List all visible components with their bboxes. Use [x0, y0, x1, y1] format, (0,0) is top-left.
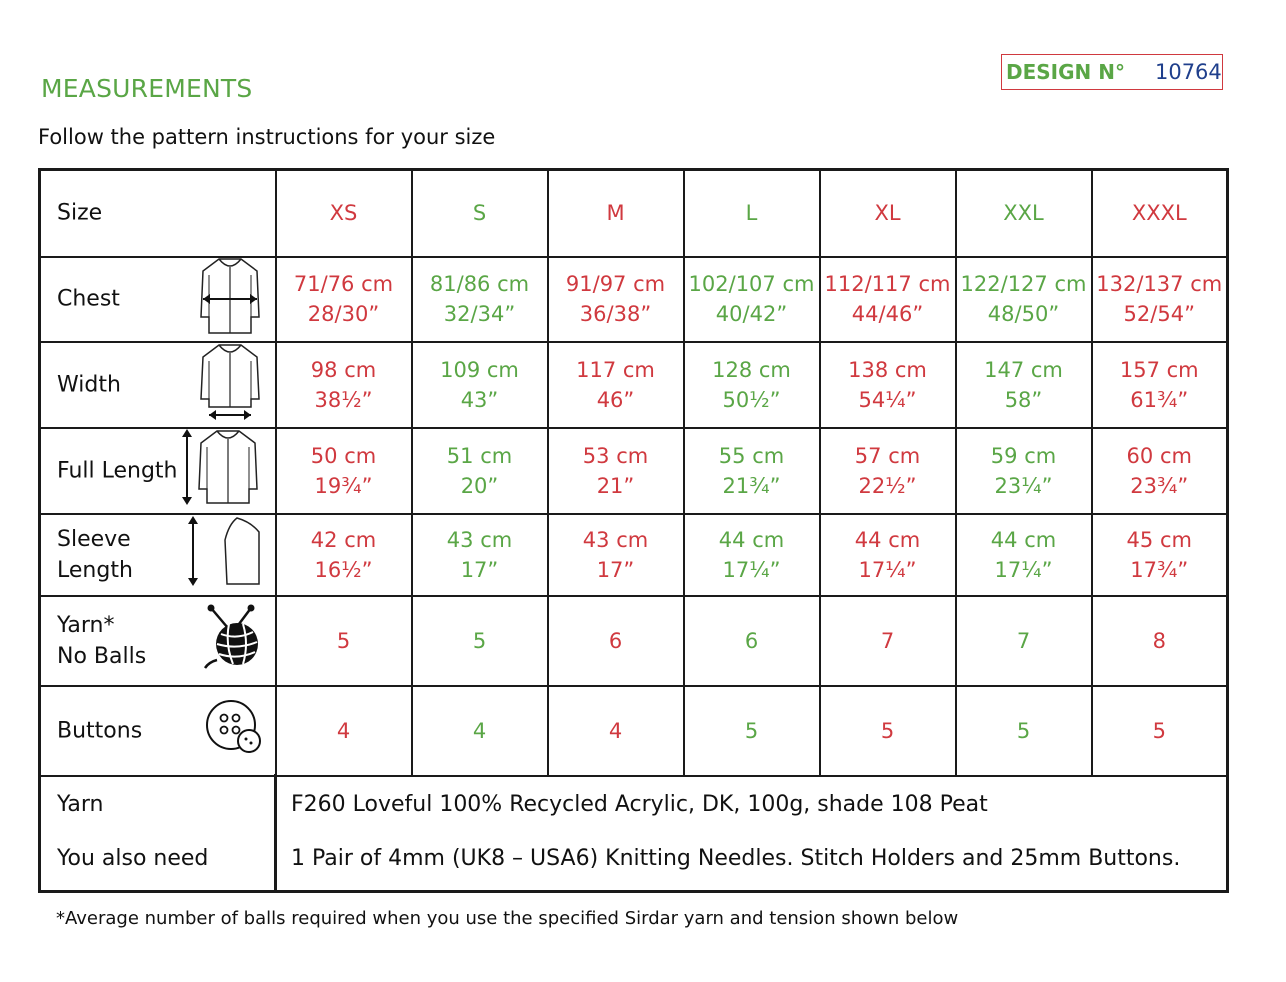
- width-row: [40, 342, 1228, 428]
- table-cell: 42 cm 16½”: [276, 514, 412, 596]
- table-cell: 43 cm 17”: [548, 514, 684, 596]
- table-cell: 147 cm 58”: [956, 342, 1092, 428]
- measurements-table: [38, 168, 1229, 777]
- size-label: Size: [57, 200, 103, 226]
- sleeve-length-row: [40, 514, 1228, 596]
- table-cell: 81/86 cm 32/34”: [412, 257, 548, 342]
- design-label: DESIGN N°: [1006, 60, 1125, 84]
- table-cell: 91/97 cm 36/38”: [548, 257, 684, 342]
- sleeve-length-icon: [179, 514, 265, 596]
- table-cell: 45 cm 17¾”: [1092, 514, 1228, 596]
- table-cell: 5: [820, 686, 956, 776]
- size-l: L: [684, 170, 820, 257]
- yarn-balls-label: Yarn* No Balls: [57, 612, 147, 669]
- size-label-cell: [40, 170, 276, 257]
- cardigan-length-icon: [179, 427, 265, 515]
- table-cell: 44 cm 17¼”: [684, 514, 820, 596]
- table-cell: 6: [684, 596, 820, 686]
- table-cell: 7: [956, 596, 1092, 686]
- footnote: *Average number of balls required when you use the specified Sirdar yarn and tension shown below: [56, 908, 959, 929]
- cardigan-width-icon: [195, 341, 265, 429]
- materials-values-cell: [276, 774, 1228, 892]
- table-cell: 44 cm 17¼”: [820, 514, 956, 596]
- also-need-label: You also need: [57, 846, 209, 871]
- materials-labels-cell: [40, 774, 276, 892]
- table-cell: 132/137 cm 52/54”: [1092, 257, 1228, 342]
- sleeve-length-label: Sleeve Length: [57, 526, 133, 583]
- table-cell: 5: [684, 686, 820, 776]
- materials-table: [38, 774, 1229, 893]
- table-cell: 138 cm 54¼”: [820, 342, 956, 428]
- table-cell: 157 cm 61¾”: [1092, 342, 1228, 428]
- yarn-balls-row: [40, 596, 1228, 686]
- size-xxxl: XXXL: [1092, 170, 1228, 257]
- table-cell: 109 cm 43”: [412, 342, 548, 428]
- subtitle: Follow the pattern instructions for your size: [38, 125, 496, 149]
- width-label-cell: [40, 342, 276, 428]
- design-number-box: [1001, 54, 1223, 90]
- table-cell: 43 cm 17”: [412, 514, 548, 596]
- table-cell: 5: [1092, 686, 1228, 776]
- table-cell: 4: [412, 686, 548, 776]
- buttons-label-cell: [40, 686, 276, 776]
- table-cell: 59 cm 23¼”: [956, 428, 1092, 514]
- table-cell: 53 cm 21”: [548, 428, 684, 514]
- yarn-balls-label-cell: [40, 596, 276, 686]
- table-cell: 4: [276, 686, 412, 776]
- size-xs: XS: [276, 170, 412, 257]
- full-length-label: Full Length: [57, 458, 178, 483]
- chest-row: [40, 257, 1228, 342]
- table-cell: 71/76 cm 28/30”: [276, 257, 412, 342]
- button-icon: [203, 698, 265, 764]
- table-cell: 55 cm 21¾”: [684, 428, 820, 514]
- chest-label: Chest: [57, 286, 120, 312]
- table-cell: 98 cm 38½”: [276, 342, 412, 428]
- also-need-value: 1 Pair of 4mm (UK8 – USA6) Knitting Needles. Stitch Holders and 25mm Buttons.: [291, 846, 1181, 871]
- buttons-row: [40, 686, 1228, 776]
- table-cell: 5: [276, 596, 412, 686]
- table-cell: 5: [412, 596, 548, 686]
- sleeve-length-label-cell: [40, 514, 276, 596]
- full-length-row: [40, 428, 1228, 514]
- size-s: S: [412, 170, 548, 257]
- table-cell: 122/127 cm 48/50”: [956, 257, 1092, 342]
- cardigan-chest-icon: [195, 255, 265, 343]
- table-cell: 60 cm 23¾”: [1092, 428, 1228, 514]
- table-cell: 44 cm 17¼”: [956, 514, 1092, 596]
- table-cell: 5: [956, 686, 1092, 776]
- yarn-value: F260 Loveful 100% Recycled Acrylic, DK, 100g, shade 108 Peat: [291, 792, 988, 817]
- size-xl: XL: [820, 170, 956, 257]
- yarn-label: Yarn: [57, 792, 104, 817]
- size-m: M: [548, 170, 684, 257]
- table-cell: 128 cm 50½”: [684, 342, 820, 428]
- yarn-ball-icon: [203, 604, 265, 678]
- table-cell: 6: [548, 596, 684, 686]
- table-cell: 4: [548, 686, 684, 776]
- full-length-label-cell: [40, 428, 276, 514]
- chest-label-cell: [40, 257, 276, 342]
- page-heading: MEASUREMENTS: [41, 74, 253, 103]
- table-cell: 50 cm 19¾”: [276, 428, 412, 514]
- width-label: Width: [57, 372, 121, 397]
- table-cell: 8: [1092, 596, 1228, 686]
- table-cell: 51 cm 20”: [412, 428, 548, 514]
- table-cell: 117 cm 46”: [548, 342, 684, 428]
- size-xxl: XXL: [956, 170, 1092, 257]
- table-cell: 57 cm 22½”: [820, 428, 956, 514]
- design-number: 10764: [1154, 60, 1222, 84]
- table-cell: 102/107 cm 40/42”: [684, 257, 820, 342]
- buttons-label: Buttons: [57, 718, 143, 743]
- table-cell: 7: [820, 596, 956, 686]
- table-cell: 112/117 cm 44/46”: [820, 257, 956, 342]
- size-header-row: [40, 170, 1228, 257]
